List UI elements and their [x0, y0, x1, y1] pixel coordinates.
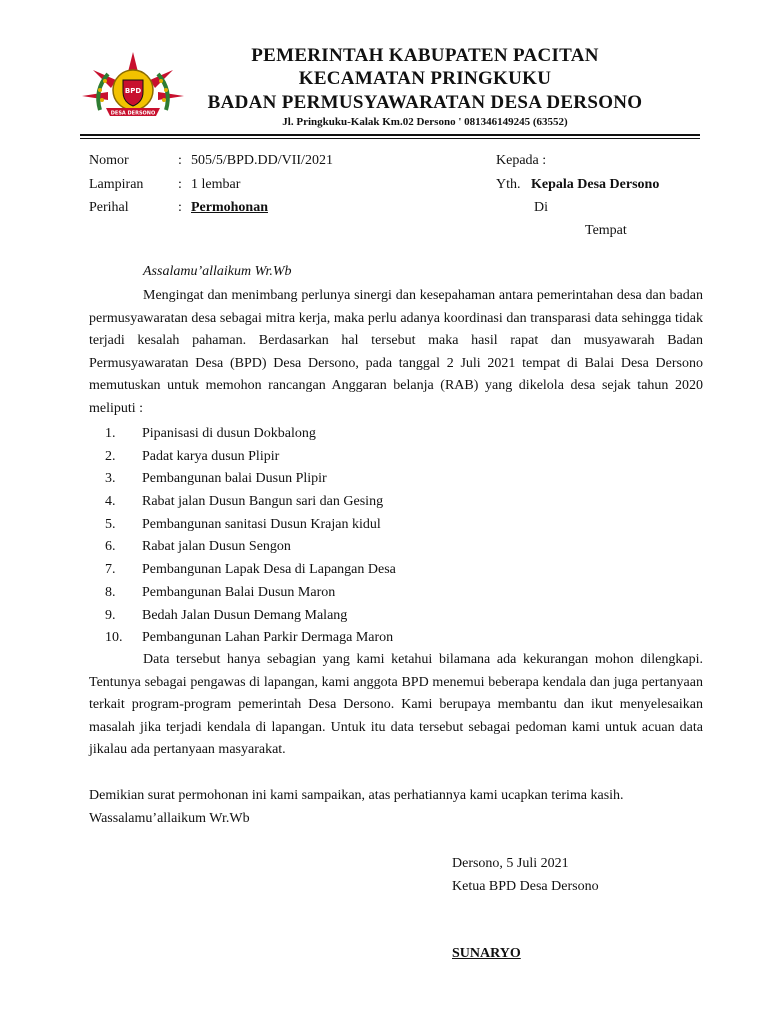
- list-item-text: Padat karya dusun Plipir: [142, 448, 280, 464]
- list-item: [89, 536, 703, 559]
- paragraph-intro: [89, 285, 703, 421]
- letterhead-address: Jl. Pringkuku-Kalak Km.02 Dersono ' 081346149245 (63552): [282, 116, 568, 128]
- wassalam-text: Wassalamu’allaikum Wr.Wb: [89, 810, 250, 826]
- list-item-number: 5.: [105, 516, 116, 532]
- lampiran-colon: :: [178, 177, 182, 192]
- signature-position: Ketua BPD Desa Dersono: [452, 879, 599, 894]
- salutation: Assalamu’allaikum Wr.Wb: [143, 264, 292, 279]
- letterhead-divider-thin: [80, 138, 700, 139]
- nomor-value: 505/5/BPD.DD/VII/2021: [191, 153, 333, 168]
- signature-place-date: Dersono, 5 Juli 2021: [452, 856, 569, 871]
- list-item-number: 4.: [105, 494, 116, 510]
- list-item: [89, 627, 703, 650]
- recipient-kepada: Kepada :: [496, 153, 547, 168]
- list-item: [89, 423, 703, 446]
- lampiran-label: Lampiran: [89, 177, 144, 192]
- list-item-text: Rabat jalan Dusun Sengon: [142, 539, 291, 555]
- list-item-number: 7.: [105, 562, 116, 578]
- list-item-text: Rabat jalan Dusun Bangun sari dan Gesing: [142, 494, 384, 510]
- nomor-colon: :: [178, 153, 182, 168]
- list-item: [89, 446, 703, 469]
- project-list: [89, 423, 703, 650]
- lampiran-value: 1 lembar: [191, 177, 241, 192]
- recipient-tempat: Tempat: [585, 223, 627, 238]
- svg-text:BPD: BPD: [124, 87, 142, 95]
- list-item-text: Bedah Jalan Dusun Demang Malang: [142, 607, 348, 623]
- list-item: [89, 514, 703, 537]
- closing-block: [89, 785, 703, 830]
- letterhead-divider-thick: [80, 134, 700, 136]
- paragraph-note: [89, 649, 703, 762]
- svg-text:DESA DERSONO: DESA DERSONO: [110, 110, 156, 117]
- list-item-text: Pembangunan Lahan Parkir Dermaga Maron: [142, 630, 394, 646]
- paragraph-intro-text: Mengingat dan menimbang perlunya sinergi dan kesepahaman antara pemerintahan desa dan badan permusyawaratan desa sebagai mitra kerja, maka perlu adanya koordinasi dan transparasi data sehingga tidak terjadi kesalah pahaman. Berdasarkan hal tersebut maka hasil rapat dan musyawarah Badan Permusyawaratan Desa (BPD) Desa Dersono, pada tanggal 2 Juli 2021 tempat di Balai Desa Dersono memutuskan untuk memohon rancangan Anggaran belanja (RAB) yang dikelola desa sejak tahun 2020 meliputi :: [89, 288, 703, 416]
- nomor-label: Nomor: [89, 153, 129, 168]
- list-item-text: Pipanisasi di dusun Dokbalong: [142, 426, 316, 441]
- list-item-text: Pembangunan balai Dusun Plipir: [142, 471, 327, 487]
- list-item-number: 6.: [105, 539, 116, 555]
- list-item: [89, 582, 703, 605]
- closing-text: Demikian surat permohonan ini kami sampaikan, atas perhatiannya kami ucapkan terima kasih.: [89, 788, 624, 803]
- recipient-di: Di: [534, 200, 548, 215]
- list-item-text: Pembangunan Balai Dusun Maron: [142, 584, 336, 600]
- list-item-number: 10.: [105, 630, 123, 646]
- list-item-number: 1.: [105, 426, 116, 441]
- garuda-emblem-icon: [78, 50, 188, 122]
- perihal-value: Permohonan: [191, 200, 268, 215]
- paragraph-note-text: Data tersebut hanya sebagian yang kami ketahui bilamana ada kekurangan mohon dilengkapi. Tentunya sebagai pengawas di lapangan, kami anggota BPD menemui beberapa kendala dan juga pertanyaan terkait program-program pemerintah Desa Dersono. Kami berupaya membantu dan ikut menyelesaikan masalah jika terjadi kendala di lapangan. Untuk itu data tersebut sebagai pedoman kami untuk acuan data jikalau ada pertanyaan masyarakat.: [89, 652, 703, 758]
- letterhead-government: PEMERINTAH KABUPATEN PACITAN: [251, 45, 599, 66]
- recipient-name: Kepala Desa Dersono: [531, 177, 660, 192]
- list-item-number: 2.: [105, 448, 116, 464]
- list-item-text: Pembangunan Lapak Desa di Lapangan Desa: [142, 562, 396, 578]
- letterhead-institution: BADAN PERMUSYAWARATAN DESA DERSONO: [207, 92, 643, 113]
- letterhead-district: KECAMATAN PRINGKUKU: [298, 68, 552, 89]
- list-item: [89, 468, 703, 491]
- list-item: [89, 491, 703, 514]
- list-item-number: 3.: [105, 471, 116, 487]
- list-item: [89, 559, 703, 582]
- perihal-colon: :: [178, 200, 182, 215]
- signature-name: SUNARYO: [452, 946, 521, 961]
- recipient-yth: Yth.: [496, 177, 521, 192]
- list-item: [89, 605, 703, 628]
- list-item-text: Pembangunan sanitasi Dusun Krajan kidul: [142, 516, 381, 532]
- list-item-number: 9.: [105, 607, 116, 623]
- list-item-number: 8.: [105, 584, 116, 600]
- perihal-label: Perihal: [89, 200, 129, 215]
